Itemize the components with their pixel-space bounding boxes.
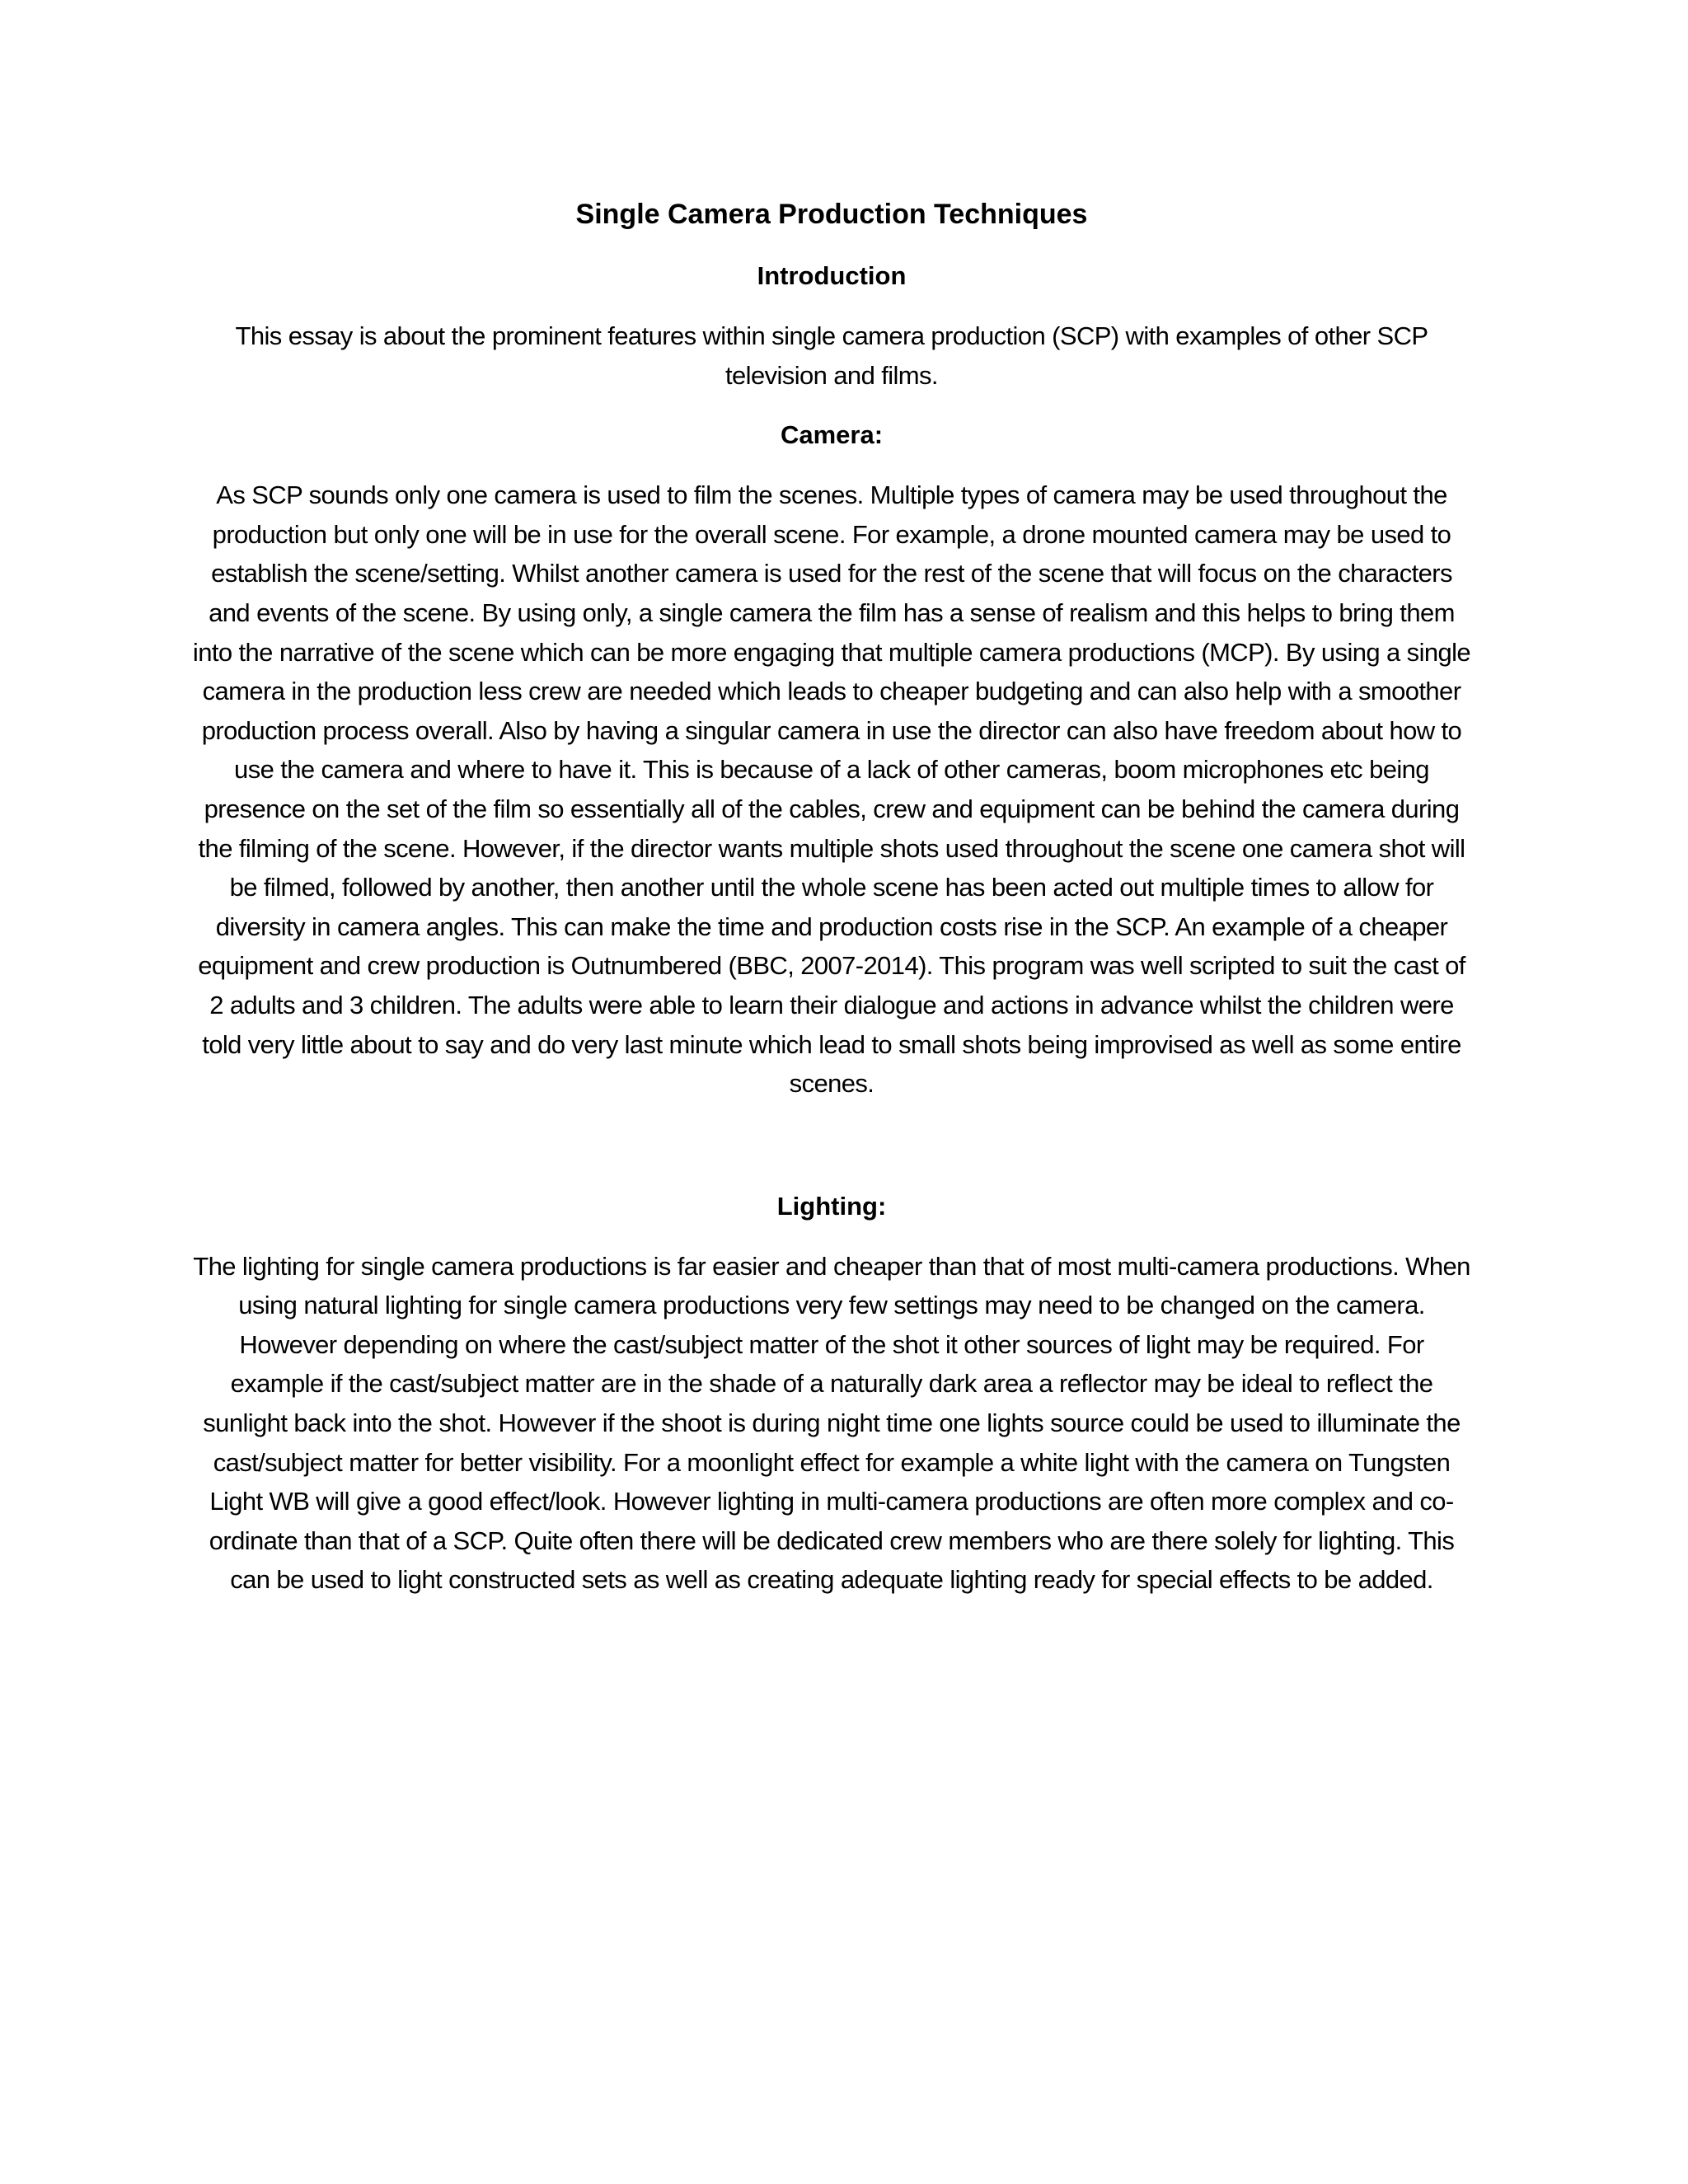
section-heading-introduction: Introduction [757,261,907,290]
section-body-lighting: The lighting for single camera productions is far easier and cheaper than that of most multi-camera productions. When using natural lighting for single camera productions very few settings may need to be changed on the camera. However depending on where the cast/subject matter of the shot it other sources of light may be required. For example if the cast/subject matter are in the shade of a naturally dark area a reflector may be ideal to reflect the sunlight back into the shot. However if the shoot is during night time one lights source could be used to illuminate the cast/subject matter for better visibility. For a moonlight effect for example a white light with the camera on Tungsten Light WB will give a good effect/look. However lighting in multi-camera productions are often more complex and co-ordinate than that of a SCP. Quite often there will be dedicated crew members who are there solely for lighting. This can be used to light constructed sets as well as creating adequate lighting ready for special effects to be added. [193,1251,1470,1595]
section-heading-camera: Camera: [780,420,884,450]
section-heading-lighting: Lighting: [776,1191,887,1221]
section-body-camera: As SCP sounds only one camera is used to film the scenes. Multiple types of camera may be used throughout the production but only one will be in use for the overall scene. For example, a drone mounted camera may be used to establish the scene/setting. Whilst another camera is used for the rest of the scene that will focus on the characters and events of the scene. By using only, a single camera the film has a sense of realism and this helps to bring them into the narrative of the scene which can be more engaging that multiple camera productions (MCP). By using a single camera in the production less crew are needed which leads to cheaper budgeting and can also help with a smoother production process overall. Also by having a singular camera in use the director can also have freedom about how to use the camera and where to have it. This is because of a lack of other cameras, boom microphones etc being presence on the set of the film so essentially all of the cables, crew and equipment can be behind the camera during the filming of the scene. However, if the director wants multiple shots used throughout the scene one camera shot will be filmed, followed by another, then another until the whole scene has been acted out multiple times to allow for diversity in camera angles. This can make the time and production costs rise in the SCP. An example of a cheaper equipment and crew production is Outnumbered (BBC, 2007-2014). This program was well scripted to suit the cast of 2 adults and 3 children. The adults were able to learn their dialogue and actions in advance whilst the children were told very little about to say and do very last minute which lead to small shots being improvised as well as some entire scenes. [192,480,1471,1099]
document-title: Single Camera Production Techniques [575,199,1088,230]
document-content [192,194,1471,1621]
section-body-introduction: This essay is about the prominent features within single camera production (SCP) with examples of other SCP television and films. [235,321,1428,390]
section-spacer [192,1125,1471,1188]
